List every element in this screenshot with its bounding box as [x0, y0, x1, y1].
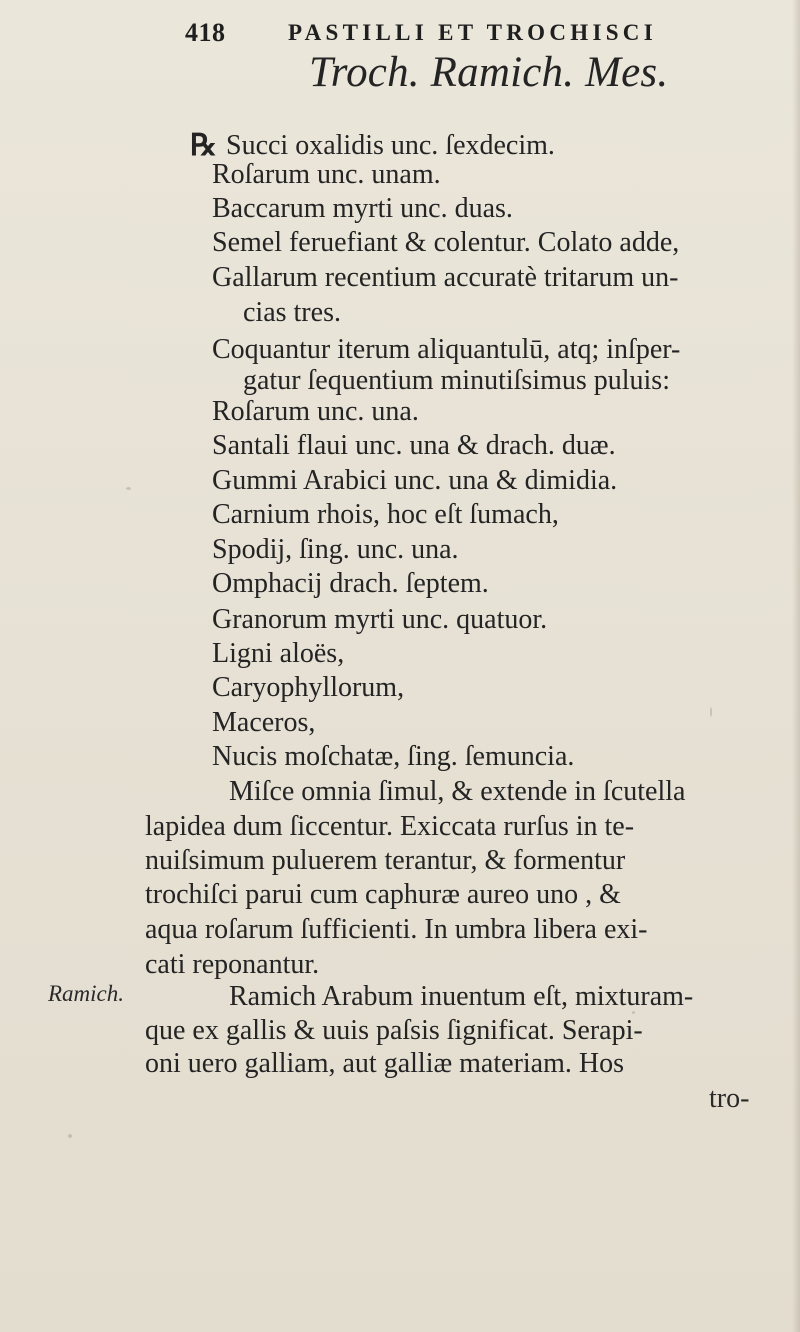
text-line: Baccarum myrti unc. duas.: [212, 193, 513, 224]
text-line: Coquantur iterum aliquantulū, atq; inſper-: [212, 334, 681, 365]
text-line: Santali flaui unc. una & drach. duæ.: [212, 430, 616, 461]
text-line: Gummi Arabici unc. una & dimidia.: [212, 465, 618, 496]
paper-speck: [710, 707, 712, 717]
text-line: Roſarum unc. unam.: [212, 159, 441, 190]
page-edge-shadow: [792, 0, 800, 1332]
text-line: lapidea dum ſiccentur. Exiccata rurſus in te-: [145, 811, 635, 842]
text-line: aqua roſarum ſufficienti. In umbra libera exi-: [145, 914, 648, 945]
text-line: oni uero galliam, aut galliæ materiam. Hos: [145, 1048, 624, 1079]
text-line: cias tres.: [243, 297, 341, 328]
paper-speck: [632, 1011, 635, 1014]
text-line: que ex gallis & uuis paſsis ſignificat. Serapi-: [145, 1015, 643, 1046]
running-title: PASTILLI ET TROCHISCI: [288, 20, 657, 45]
text-line: gatur ſequentium minutiſsimus puluis:: [243, 365, 670, 396]
text-line: Caryophyllorum,: [212, 672, 405, 703]
text-line: Carnium rhois, hoc eſt ſumach,: [212, 499, 559, 530]
page-number: 418: [185, 18, 226, 47]
text-line: Succi oxalidis unc. ſexdecim.: [226, 130, 555, 161]
text-line: Omphacij drach. ſeptem.: [212, 568, 489, 599]
recipe-line-1: [190, 130, 555, 160]
text-line: trochiſci parui cum caphuræ aureo uno , &: [145, 879, 621, 910]
text-line: Maceros,: [212, 707, 316, 738]
catchword: tro-: [709, 1083, 750, 1114]
text-line: Nucis moſchatæ, ſing. ſemuncia.: [212, 741, 575, 772]
text-line: Ramich Arabum inuentum eſt, mixturam-: [229, 981, 694, 1012]
text-line: cati reponantur.: [145, 949, 320, 980]
text-line: Roſarum unc. una.: [212, 396, 419, 427]
margin-note: Ramich.: [48, 981, 125, 1006]
text-line: Ligni aloës,: [212, 638, 345, 669]
text-line: Semel feruefiant & colentur. Colato adde,: [212, 227, 680, 258]
text-line: Gallarum recentium accuratè tritarum un-: [212, 262, 679, 293]
text-line: Miſce omnia ſimul, & extende in ſcutella: [229, 776, 686, 807]
recipe-symbol: ℞: [190, 129, 217, 162]
paper-speck: [68, 1134, 72, 1138]
paper-speck: [126, 487, 131, 490]
text-line: Granorum myrti unc. quatuor.: [212, 604, 548, 635]
text-line: nuiſsimum puluerem terantur, & formentur: [145, 845, 626, 876]
section-title: Troch. Ramich. Mes.: [309, 49, 669, 96]
text-line: Spodij, ſing. unc. una.: [212, 534, 459, 565]
